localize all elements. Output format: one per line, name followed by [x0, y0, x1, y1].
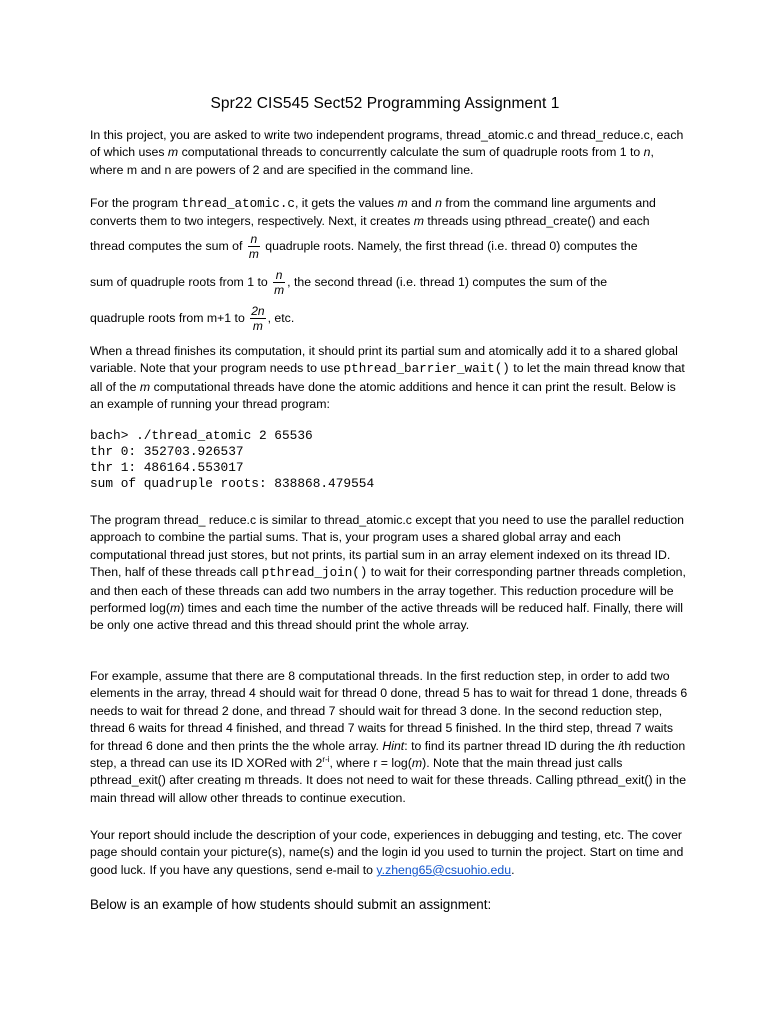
- submit-text: Below is an example of how students should submit an assignment:: [90, 897, 492, 912]
- atomic-text-4b: , the second thread (i.e. thread 1) computes the sum of the: [287, 274, 608, 289]
- atomic-text-5a: quadruple roots from m+1 to: [90, 310, 249, 325]
- example-text-5: ). Note that the main thread just calls pthread_exit() after creating m threads. It does not need to wait for these threads. Calling pthread_exit() in the main thread will allow other threads to continue execution.: [90, 756, 687, 805]
- barrier-code: pthread_barrier_wait(): [343, 362, 510, 377]
- example-text-1: For example, assume that there are 8 computational threads. In the first reduction step, in order to add two elements in the array, thread 4 should wait for thread 0 done, thread 5 has to wait for thread 1 done, threads 6 needs to wait for thread 2 done, and thread 7 should wait for thread 3 done. In the second reduction step, thread 6 waits for thread 4 finished, and thread 7 waits for thread 5 finished. In the third step, thread 7 waits for thread 6 done and then prints the the whole array.: [90, 669, 688, 753]
- intro-text-3: , where m and n are powers of 2 and are specified in the command line.: [90, 145, 654, 177]
- atomic-m-2: m: [413, 214, 424, 228]
- reduce-m: m: [169, 601, 181, 616]
- reduce-code: pthread_join(): [261, 566, 368, 581]
- atomic-text-5b: , etc.: [267, 310, 295, 325]
- example-paragraph: [90, 668, 690, 807]
- email-link[interactable]: y.zheng65@csuohio.edu: [376, 862, 512, 877]
- atomic-text-3a: thread computes the sum of: [90, 238, 246, 253]
- reduce-paragraph: [90, 512, 690, 635]
- atomic-text-1a: For the program: [90, 196, 182, 210]
- intro-n: n: [643, 145, 651, 160]
- atomic-text-2a: converts them to two integers, respectively. Next, it creates: [90, 214, 414, 228]
- example-text-2: : to find its partner thread ID during the: [404, 738, 619, 753]
- reduce-text-1: The program thread_ reduce.c is similar to thread_atomic.c except that you need to use the parallel reduction approach to combine the partial sums. That is, your program uses a shared global array and each computational thread just stores, but not prints, its partial sum in an array element indexed on its thread ID. Then, half of these threads call: [90, 513, 684, 580]
- hint-label: Hint: [382, 738, 405, 753]
- example-m: m: [411, 756, 423, 771]
- example-text-3: th reduction step, a thread can use its ID XORed with 2: [90, 738, 686, 771]
- atomic-m-1: m: [397, 196, 408, 210]
- barrier-paragraph: [90, 343, 690, 414]
- reduce-text-3: ) times and each time the number of the active threads will be reduced half. Finally, there will be only one active thread and this thread should print the whole array.: [90, 601, 684, 633]
- atomic-text-2b: threads using pthread_create() and each: [423, 214, 650, 228]
- fraction-2n-over-m: $\frac{2n}{m}$: [251, 304, 265, 333]
- barrier-text-2: to let the main thread know that all of the: [90, 361, 685, 394]
- intro-m: m: [167, 145, 179, 160]
- atomic-text-4a: sum of quadruple roots from 1 to: [90, 274, 272, 289]
- report-paragraph: [90, 827, 690, 879]
- atomic-text-3b: quadruple roots. Namely, the first thread (i.e. thread 0) computes the: [261, 238, 638, 253]
- barrier-m: m: [139, 379, 151, 394]
- intro-text-1: In this project, you are asked to write two independent programs, thread_atomic.c and thread_reduce.c, each of which uses: [90, 128, 684, 160]
- barrier-text-3: computational threads have done the atomic additions and hence it can print the result. Below is an example of running your thread program:: [90, 379, 676, 412]
- example-i: i: [618, 738, 621, 753]
- barrier-text-1: When a thread finishes its computation, it should print its partial sum and atomically add it to a shared global variable. Note that your program needs to use: [90, 344, 678, 376]
- code-line: thr 0: 352703.926537: [90, 444, 244, 459]
- atomic-text-1d: from the command line arguments and: [441, 196, 656, 210]
- atomic-paragraph: [90, 196, 690, 346]
- example-text-4: , where r = log(: [329, 756, 412, 771]
- atomic-n-1: n: [435, 196, 442, 210]
- code-line: thr 1: 486164.553017: [90, 460, 244, 475]
- fraction-n-over-m-2: $\frac{n}{m}$: [274, 268, 285, 297]
- report-text-2: .: [511, 862, 515, 877]
- reduce-text-2: to wait for their corresponding partner threads completion, and then each of these threads can add two numbers in the array together. This reduction procedure will be performed log(: [90, 565, 686, 616]
- intro-paragraph: [90, 127, 690, 179]
- submit-line: [90, 896, 690, 913]
- example-sup: r-i: [322, 754, 330, 764]
- code-example: [90, 428, 690, 492]
- code-line: bach> ./thread_atomic 2 65536: [90, 428, 313, 443]
- intro-text-2: computational threads to concurrently calculate the sum of quadruple roots from 1 to: [178, 145, 644, 160]
- fraction-n-over-m-1: $\frac{n}{m}$: [248, 232, 259, 261]
- document-title: Spr22 CIS545 Sect52 Programming Assignment 1: [210, 95, 560, 112]
- code-line: sum of quadruple roots: 838868.479554: [90, 476, 375, 491]
- report-text-1: Your report should include the description of your code, experiences in debugging and testing, etc. The cover page should contain your picture(s), name(s) and the login id you used to turnin the project. Start on time and good luck. If you have any questions, send e-mail to: [90, 828, 684, 877]
- atomic-text-1c: and: [407, 196, 436, 210]
- atomic-text-1b: , it gets the values: [294, 196, 398, 210]
- atomic-code-file: thread_atomic.c: [181, 197, 295, 211]
